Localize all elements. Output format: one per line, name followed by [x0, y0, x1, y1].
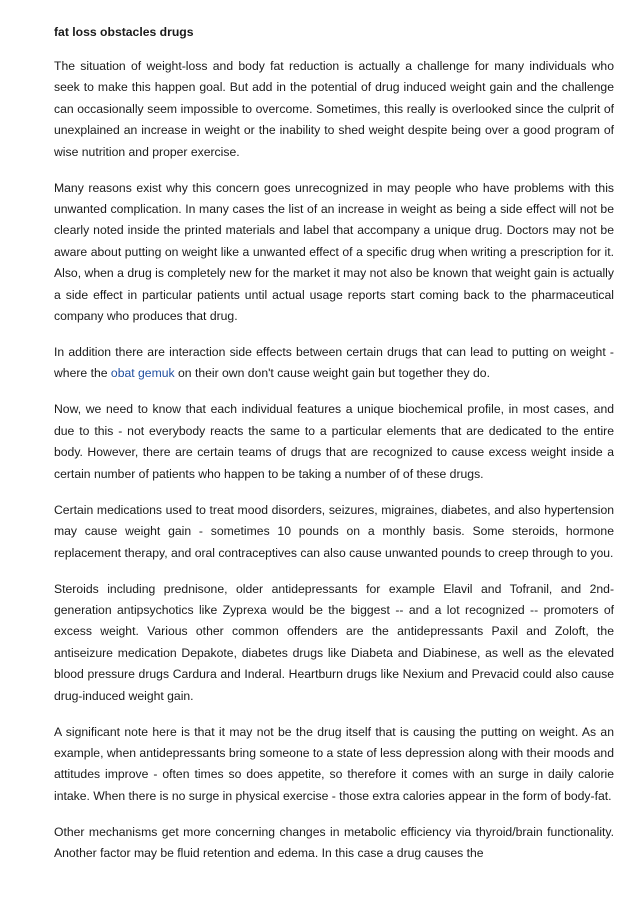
- paragraph-2: Many reasons exist why this concern goes unrecognized in may people who have problems with this unwanted complication. In many cases the list of an increase in weight as being a side effect will not be clearly noted inside the printed materials and label that accompany a unique drug. Doctors may not be aware about putting on weight like a unwanted effect of a specific drug when writing a prescription for it. Also, when a drug is completely new for the market it may not also be known that weight gain is actually a side effect in particular patients until actual usage reports start coming back to the pharmaceutical company who produces that drug.: [54, 180, 614, 324]
- document-page: [54, 24, 614, 879]
- paragraph-1: The situation of weight-loss and body fat reduction is actually a challenge for many individuals who seek to make this happen goal. But add in the potential of drug induced weight gain and the challenge can occasionally seem impossible to overcome. Sometimes, this really is overlooked since the culprit of unexplained an increase in weight or the inability to shed weight despite being over a good program of wise nutrition and proper exercise.: [54, 59, 614, 159]
- paragraph-4: Now, we need to know that each individual features a unique biochemical profile, in most cases, and due to this - not everybody reacts the same to a particular elements that are dedicated to the entire body. However, there are certain teams of drugs that are recognized to cause excess weight inside a certain number of patients who happen to be taking a number of of these drugs.: [54, 402, 614, 481]
- paragraph-7: A significant note here is that it may not be the drug itself that is causing the putting on weight. As an example, when antidepressants bring someone to a state of less depression along with their moods and attitudes improve - often times so does appetite, so therefore it comes with an surge in daily calorie intake. When there is no surge in physical exercise - those extra calories appear in the form of body-fat.: [54, 724, 614, 803]
- paragraph-3-text-after: on their own don't cause weight gain but together they do.: [174, 366, 490, 381]
- document-title: fat loss obstacles drugs: [54, 25, 194, 39]
- paragraph-8: Other mechanisms get more concerning changes in metabolic efficiency via thyroid/brain functionality. Another factor may be fluid retention and edema. In this case a drug causes the: [54, 824, 614, 861]
- paragraph-3-text-before: In addition there are interaction side effects between certain drugs that can lead to putting on weight - where the: [54, 345, 614, 381]
- paragraph-5: Certain medications used to treat mood disorders, seizures, migraines, diabetes, and also hypertension may cause weight gain - sometimes 10 pounds on a monthly basis. Some steroids, hormone replacement therapy, and oral contraceptives can also cause unwanted pounds to creep through to you.: [54, 502, 614, 560]
- paragraph-3: [54, 342, 614, 385]
- paragraph-6: Steroids including prednisone, older antidepressants for example Elavil and Tofranil, and 2nd-generation antipsychotics like Zyprexa would be the biggest -- and a lot recognized -- promoters of excess weight. Various other common offenders are the antidepressants Paxil and Zoloft, the antiseizure medication Depakote, diabetes drugs like Diabeta and Diabinese, as well as the elevated blood pressure drugs Cardura and Inderal. Heartburn drugs like Nexium and Prevacid could also cause drug-induced weight gain.: [54, 581, 614, 703]
- obat-gemuk-link[interactable]: obat gemuk: [110, 366, 175, 381]
